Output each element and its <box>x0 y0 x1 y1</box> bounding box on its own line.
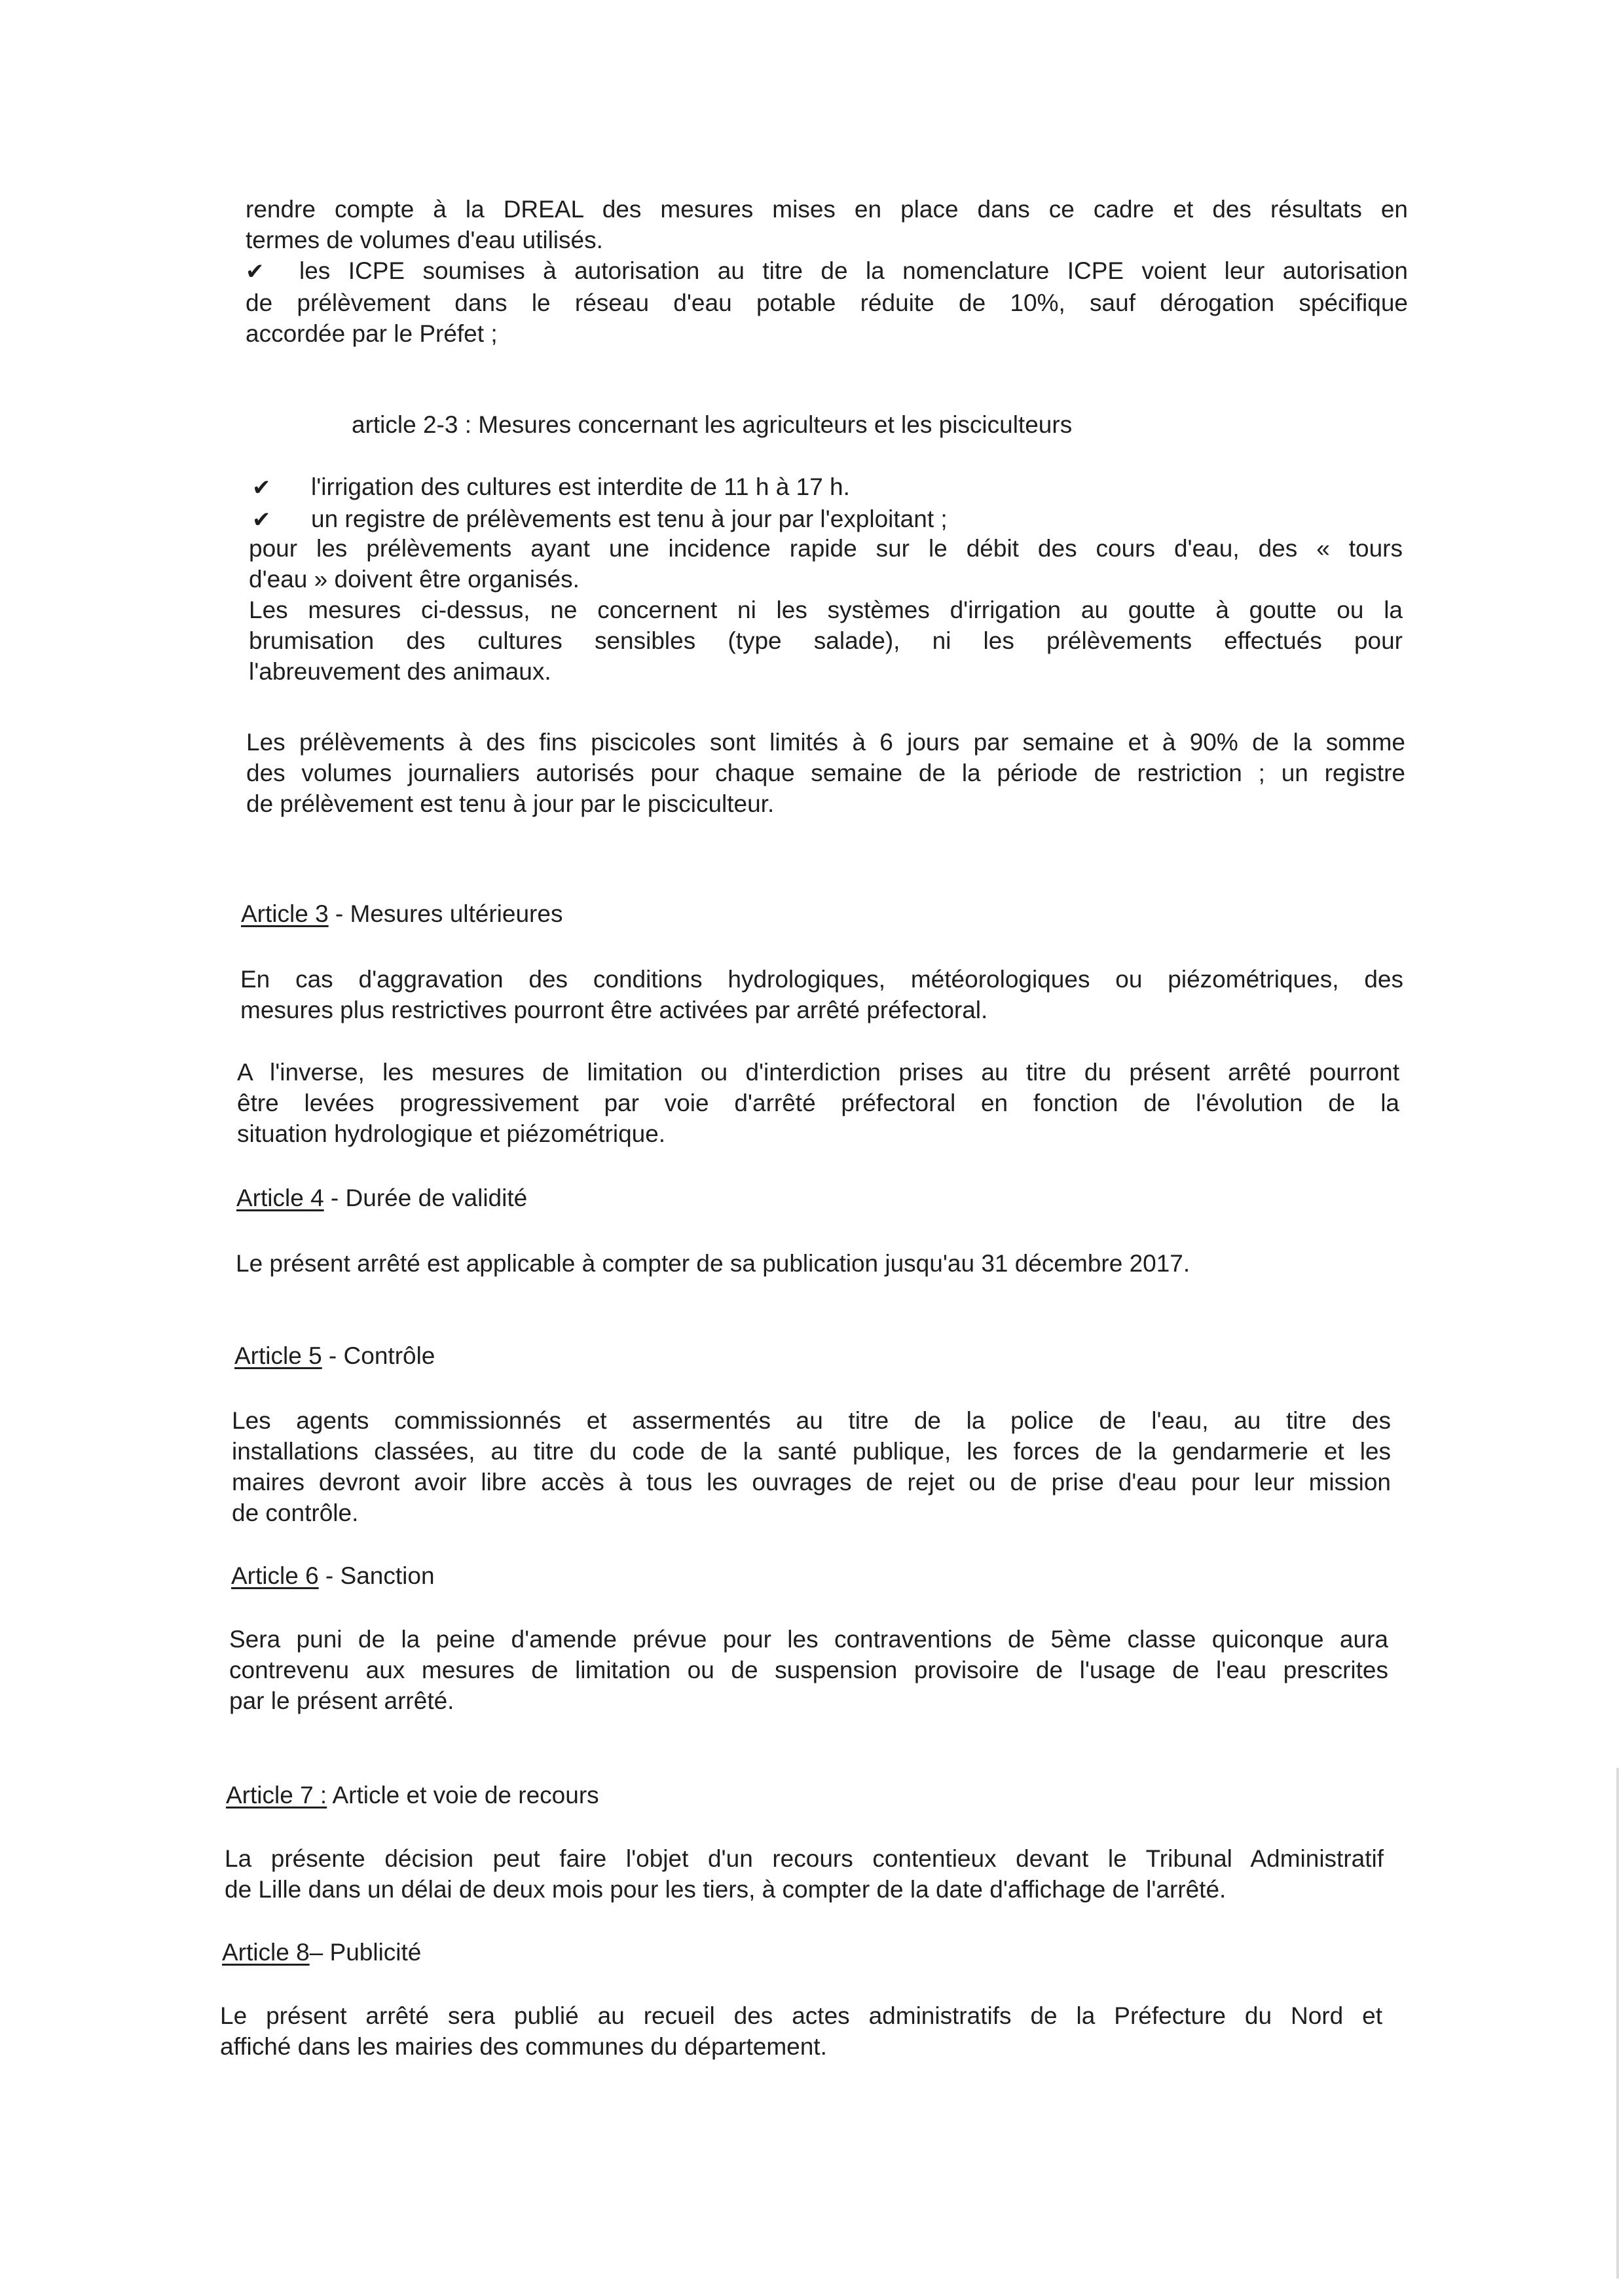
article-4-title: - Durée de validité <box>323 1184 528 1211</box>
article-7-title: Article et voie de recours <box>327 1782 599 1808</box>
text-line: Les agents commissionnés et assermentés au titre de la police de l'eau, au titre des <box>232 1407 1391 1434</box>
check-mark-icon: ✔ <box>252 475 271 501</box>
article-4-paragraph <box>236 1248 1401 1279</box>
article-6-paragraph <box>229 1624 1388 1716</box>
bullet-registre-text: un registre de prélèvements est tenu à jour par l'exploitant ; <box>311 505 948 532</box>
article-8-paragraph <box>220 2000 1382 2062</box>
bullet-registre <box>252 504 1405 536</box>
article-6-title: - Sanction <box>318 1562 435 1589</box>
bullet-irrigation-text: l'irrigation des cultures est interdite de 11 h à 17 h. <box>311 473 850 500</box>
text-line: Le présent arrêté est applicable à compter de sa publication jusqu'au 31 décembre 2017. <box>236 1250 1190 1277</box>
text-line: A l'inverse, les mesures de limitation ou d'interdiction prises au titre du présent arrêté pourront <box>237 1059 1399 1086</box>
text-line: Les mesures ci-dessus, ne concernent ni les systèmes d'irrigation au goutte à goutte ou la <box>249 597 1403 623</box>
text-line: La présente décision peut faire l'objet d'un recours contentieux devant le Tribunal Administratif <box>225 1845 1384 1872</box>
text-line: situation hydrologique et piézométrique. <box>237 1120 666 1147</box>
article-5-paragraph <box>232 1405 1391 1528</box>
article-2-3-heading: article 2-3 : Mesures concernant les agriculteurs et les pisciculteurs <box>352 411 1073 438</box>
text-line: maires devront avoir libre accès à tous les ouvrages de rejet ou de prise d'eau pour leur mission <box>232 1469 1391 1496</box>
text-line: mesures plus restrictives pourront être activées par arrêté préfectoral. <box>240 997 988 1023</box>
text-line: des volumes journaliers autorisés pour chaque semaine de la période de restriction ; un registre <box>246 760 1405 786</box>
article-3-heading <box>241 898 563 929</box>
text-line: par le présent arrêté. <box>229 1687 454 1714</box>
intro-line: accordée par le Préfet ; <box>246 320 498 347</box>
check-mark-icon: ✔ <box>246 259 265 285</box>
article-7-paragraph <box>225 1843 1384 1905</box>
text-line: contrevenu aux mesures de limitation ou de suspension provisoire de l'usage de l'eau prescrites <box>229 1657 1388 1683</box>
text-line: de Lille dans un délai de deux mois pour les tiers, à compter de la date d'affichage de l'arrêté. <box>225 1876 1227 1903</box>
article-6-label: Article 6 <box>231 1562 319 1589</box>
bullet-irrigation <box>252 471 1405 504</box>
article-8-heading <box>222 1937 421 1968</box>
text-line: l'abreuvement des animaux. <box>249 658 551 685</box>
article-8-label: Article 8 <box>222 1939 310 1966</box>
text-line: affiché dans les mairies des communes du département. <box>220 2033 827 2060</box>
intro-paragraph <box>246 194 1408 349</box>
article-2-3-paragraph-1 <box>249 533 1403 687</box>
article-7-heading <box>226 1780 599 1810</box>
bullet-icpe <box>246 255 1408 287</box>
intro-line: rendre compte à la DREAL des mesures mises en place dans ce cadre et des résultats en <box>246 196 1408 223</box>
article-2-3-bullets <box>252 471 1405 536</box>
text-line: de prélèvement est tenu à jour par le pisciculteur. <box>246 790 775 817</box>
text-line: d'eau » doivent être organisés. <box>249 566 580 593</box>
article-3-paragraph-2 <box>237 1057 1399 1149</box>
article-6-heading <box>231 1560 435 1591</box>
text-line: Les prélèvements à des fins piscicoles sont limités à 6 jours par semaine et à 90% de la somme <box>246 729 1405 756</box>
article-7-label: Article 7 : <box>226 1782 327 1808</box>
intro-line: de prélèvement dans le réseau d'eau potable réduite de 10%, sauf dérogation spécifique <box>246 289 1408 316</box>
check-mark-icon: ✔ <box>252 507 271 533</box>
text-line: Le présent arrêté sera publié au recueil des actes administratifs de la Préfecture du Nord et <box>220 2002 1382 2029</box>
text-line: Sera puni de la peine d'amende prévue pour les contraventions de 5ème classe quiconque aura <box>229 1626 1388 1653</box>
bullet-icpe-text: les ICPE soumises à autorisation au titre de la nomenclature ICPE voient leur autorisation <box>299 257 1408 284</box>
article-2-3-paragraph-3 <box>246 727 1405 819</box>
article-8-title: – Publicité <box>309 1939 422 1966</box>
text-line: de contrôle. <box>232 1499 359 1526</box>
intro-line: termes de volumes d'eau utilisés. <box>246 227 603 253</box>
article-5-title: - Contrôle <box>322 1342 435 1369</box>
text-line: pour les prélèvements ayant une incidence rapide sur le débit des cours d'eau, des « tours <box>249 535 1403 562</box>
article-4-label: Article 4 <box>236 1184 324 1211</box>
article-3-paragraph-1 <box>240 964 1403 1025</box>
article-3-label: Article 3 <box>241 900 329 927</box>
text-line: être levées progressivement par voie d'arrêté préfectoral en fonction de l'évolution de la <box>237 1090 1399 1116</box>
article-5-heading <box>234 1340 435 1371</box>
scan-edge-shadow <box>1616 1768 1619 2279</box>
article-4-heading <box>236 1183 527 1213</box>
article-3-title: - Mesures ultérieures <box>328 900 563 927</box>
text-line: brumisation des cultures sensibles (type salade), ni les prélèvements effectués pour <box>249 627 1403 654</box>
text-line: En cas d'aggravation des conditions hydrologiques, météorologiques ou piézométriques, des <box>240 966 1403 993</box>
text-line: installations classées, au titre du code de la santé publique, les forces de la gendarmerie et les <box>232 1438 1391 1465</box>
article-5-label: Article 5 <box>234 1342 322 1369</box>
